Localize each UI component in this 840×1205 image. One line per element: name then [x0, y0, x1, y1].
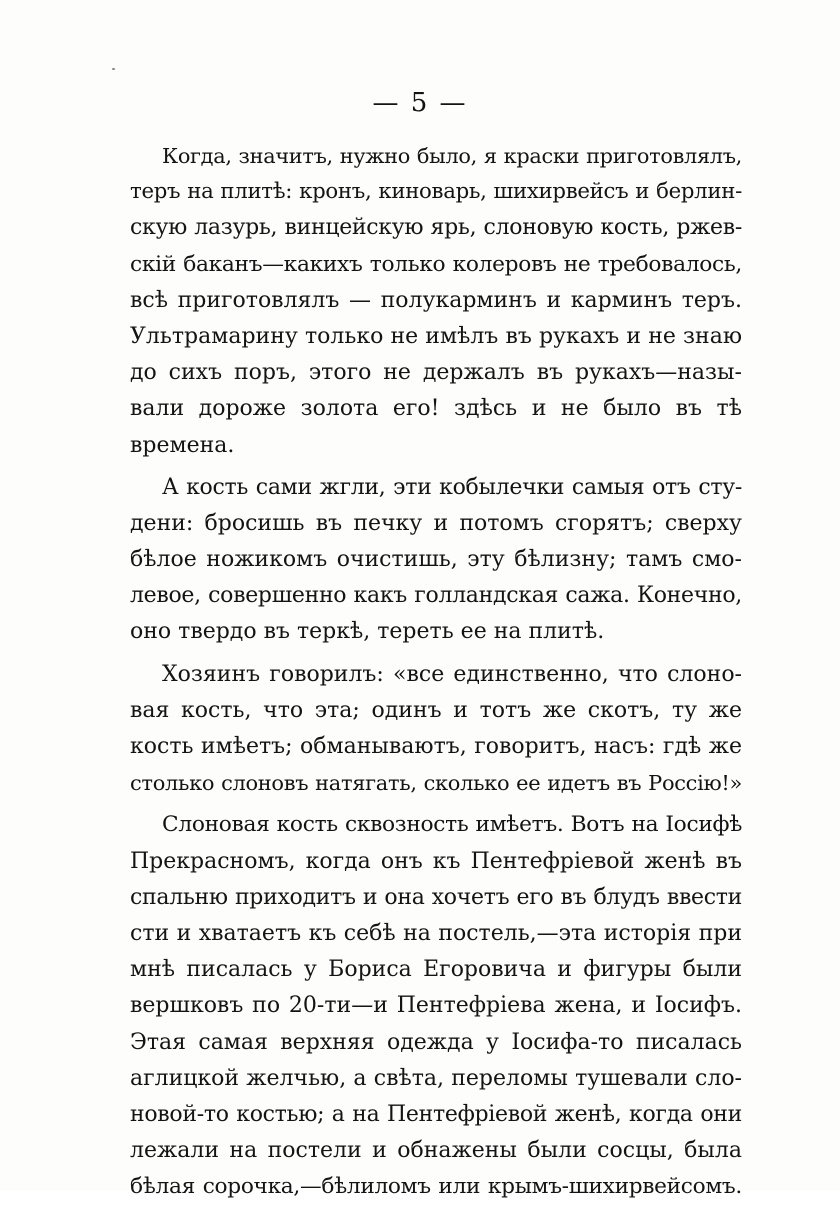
paragraph-1 — [130, 138, 742, 464]
paragraph-3 — [130, 657, 742, 802]
text-line: Когда, значитъ, нужно было, я краски приготовлялъ, — [162, 144, 742, 168]
text-line: вая кость, что эта; одинъ и тотъ же скотъ, ту же — [130, 697, 742, 723]
text-line: вершковъ по 20-ти—и Пентефріева жена, и Іосифъ. — [130, 993, 742, 1019]
text-line: скій баканъ—какихъ только колеровъ не требовалось, — [130, 251, 742, 277]
body-text — [130, 138, 742, 1205]
print-speck — [112, 68, 115, 70]
text-line: новой-то костью; а на Пентефріевой женѣ, когда они — [130, 1101, 742, 1127]
text-line: дени: бросишь въ печку и потомъ сгорятъ; сверху — [130, 510, 742, 536]
text-line: сти и хватаетъ къ себѣ на постель,—эта исторія при — [130, 920, 742, 946]
paragraph-2 — [130, 470, 742, 651]
text-line: бѣлая сорочка,—бѣлиломъ или крымъ-шихирвейсомъ. — [130, 1174, 742, 1200]
text-line: Слоновая кость сквозность имѣетъ. Вотъ на Іосифѣ — [162, 812, 742, 838]
text-line: мнѣ писалась у Бориса Егоровича и фигуры были — [130, 957, 742, 983]
text-line: вали дороже золота его! здѣсь и не было въ тѣ — [130, 396, 742, 422]
text-line: до сихъ поръ, этого не держалъ въ рукахъ—назы- — [130, 360, 742, 386]
text-line: Ультрамарину только не имѣлъ въ рукахъ и не знаю — [130, 323, 742, 349]
text-line: теръ на плитѣ: кронъ, киноварь, шихирвейсъ и берлин- — [130, 179, 742, 205]
text-line: аглицкой желчью, а свѣта, переломы тушевали сло- — [130, 1065, 742, 1091]
text-line: Прекрасномъ, когда онъ къ Пентефріевой женѣ въ — [130, 848, 742, 874]
text-line: оно твердо въ теркѣ, тереть ее на плитѣ. — [130, 619, 605, 645]
text-line: спальню приходитъ и она хочетъ его въ блудъ ввести — [130, 884, 742, 910]
text-line: левое, совершенно какъ голландская сажа. Конечно, — [130, 583, 742, 609]
text-line: Хозяинъ говорилъ: «все единственно, что слоно- — [162, 661, 742, 687]
text-line: всѣ приготовлялъ — полукарминъ и карминъ теръ. — [130, 287, 742, 313]
page-number: — 5 — — [372, 88, 468, 118]
paragraph-4 — [130, 807, 742, 1205]
text-line: лежали на постели и обнажены были сосцы, была — [130, 1138, 742, 1164]
text-line: времена. — [130, 432, 235, 458]
text-line: столько слоновъ натягать, сколько ее идетъ въ Россію!» — [130, 771, 742, 796]
text-line: кость имѣетъ; обманываютъ, говоритъ, насъ: гдѣ же — [130, 734, 742, 759]
text-line: А кость сами жгли, эти кобылечки самыя отъ сту- — [162, 474, 742, 500]
text-line: скую лазурь, винцейскую ярь, слоновую кость, ржев- — [130, 215, 742, 241]
text-line: бѣлое ножикомъ очистишь, эту бѣлизну; тамъ смо- — [130, 547, 742, 573]
text-line: Этая самая верхняя одежда у Іосифа-то писалась — [130, 1029, 742, 1055]
